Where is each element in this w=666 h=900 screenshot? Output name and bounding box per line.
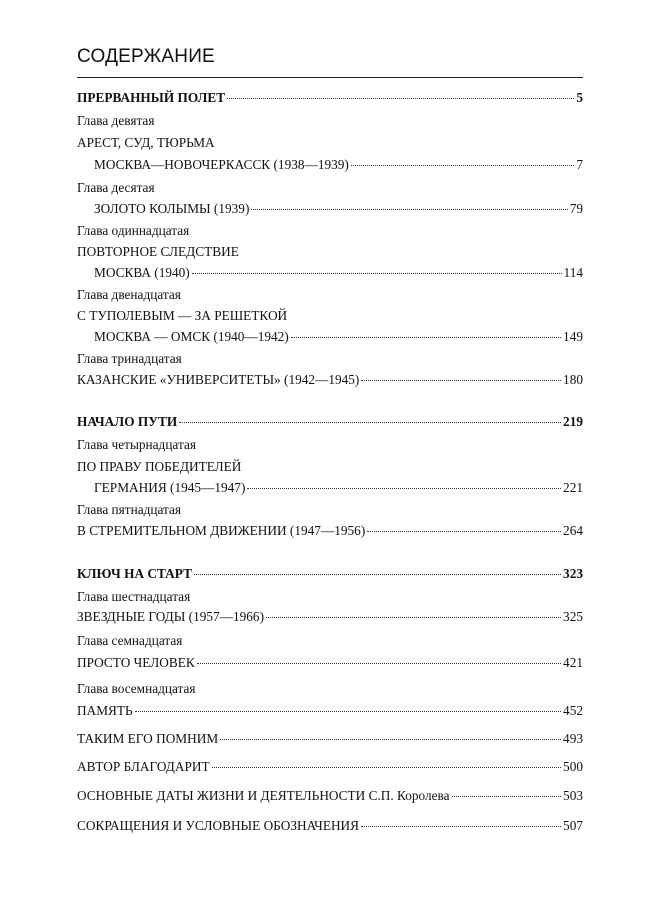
leader-dots	[367, 531, 561, 532]
chapter-title: ПАМЯТЬ	[77, 703, 133, 718]
page-number: 493	[563, 731, 583, 746]
chapter-label: Глава девятая	[77, 113, 155, 128]
chapter-title: В СТРЕМИТЕЛЬНОМ ДВИЖЕНИИ (1947—1956)	[77, 523, 366, 538]
leader-dots	[212, 767, 561, 768]
page-number: 264	[563, 523, 583, 538]
page-number: 221	[563, 480, 583, 495]
section-title: ОСНОВНЫЕ ДАТЫ ЖИЗНИ И ДЕЯТЕЛЬНОСТИ С.П. Королева	[77, 788, 450, 803]
section-title: СОКРАЩЕНИЯ И УСЛОВНЫЕ ОБОЗНАЧЕНИЯ	[77, 818, 360, 833]
toc-chapter-entry[interactable]	[94, 326, 583, 348]
page-number: 507	[563, 818, 583, 833]
page-number: 7	[576, 157, 583, 172]
chapter-label: Глава одиннадцатая	[77, 223, 190, 238]
toc-chapter-entry[interactable]	[94, 477, 583, 499]
chapter-label: Глава семнадцатая	[77, 633, 183, 648]
leader-dots	[220, 739, 561, 740]
chapter-title: ЗОЛОТО КОЛЫМЫ (1939)	[94, 201, 250, 216]
page-number: 180	[563, 372, 583, 387]
leader-dots	[251, 209, 567, 210]
chapter-label: Глава пятнадцатая	[77, 502, 182, 517]
chapter-title: ПРОСТО ЧЕЛОВЕК	[77, 655, 195, 670]
leader-dots	[266, 617, 561, 618]
chapter-label: Глава двенадцатая	[77, 287, 181, 302]
part-title: ПРЕРВАННЫЙ ПОЛЕТ	[77, 90, 226, 105]
leader-dots	[179, 422, 561, 423]
toc-chapter-entry[interactable]	[94, 198, 583, 220]
chapter-subtitle: ГЕРМАНИЯ (1945—1947)	[94, 480, 246, 495]
page-number: 421	[563, 655, 583, 670]
chapter-label: Глава четырнадцатая	[77, 437, 196, 452]
section-title: ТАКИМ ЕГО ПОМНИМ	[77, 731, 219, 746]
chapter-label: Глава шестнадцатая	[77, 589, 191, 604]
chapter-title: АРЕСТ, СУД, ТЮРЬМА	[77, 135, 215, 150]
chapter-label: Глава десятая	[77, 180, 155, 195]
page-title: СОДЕРЖАНИЕ	[77, 46, 215, 67]
chapter-title: ЗВЕЗДНЫЕ ГОДЫ (1957—1966)	[77, 609, 265, 624]
leader-dots	[291, 337, 561, 338]
leader-dots	[361, 826, 561, 827]
chapter-subtitle: МОСКВА (1940)	[94, 265, 190, 280]
page-number: 503	[563, 788, 583, 803]
chapter-label: Глава тринадцатая	[77, 351, 182, 366]
leader-dots	[197, 663, 561, 664]
leader-dots	[351, 165, 575, 166]
leader-dots	[192, 273, 562, 274]
toc-extra-entry[interactable]	[77, 785, 583, 807]
part-title: НАЧАЛО ПУТИ	[77, 414, 178, 429]
part-title: КЛЮЧ НА СТАРТ	[77, 566, 192, 581]
title-rule	[77, 77, 583, 78]
chapter-label: Глава восемнадцатая	[77, 681, 196, 696]
toc-part-entry[interactable]	[77, 563, 583, 585]
toc-chapter-entry[interactable]	[77, 652, 583, 674]
page-number: 219	[563, 414, 583, 429]
page-number: 5	[576, 90, 583, 105]
page-number: 323	[563, 566, 583, 581]
chapter-subtitle: МОСКВА — ОМСК (1940—1942)	[94, 329, 289, 344]
chapter-title: ПО ПРАВУ ПОБЕДИТЕЛЕЙ	[77, 459, 242, 474]
page-number: 149	[563, 329, 583, 344]
toc-chapter-entry[interactable]	[77, 520, 583, 542]
leader-dots	[247, 488, 561, 489]
page-number: 114	[563, 265, 583, 280]
toc-extra-entry[interactable]	[77, 815, 583, 837]
leader-dots	[194, 574, 561, 575]
toc-chapter-entry[interactable]	[77, 606, 583, 628]
leader-dots	[452, 796, 561, 797]
toc-extra-entry[interactable]	[77, 728, 583, 750]
toc-chapter-entry[interactable]	[94, 154, 583, 176]
chapter-title: С ТУПОЛЕВЫМ — ЗА РЕШЕТКОЙ	[77, 308, 288, 323]
toc-chapter-entry[interactable]	[77, 369, 583, 391]
toc-extra-entry[interactable]	[77, 756, 583, 778]
page-number: 325	[563, 609, 583, 624]
page-number: 452	[563, 703, 583, 718]
chapter-subtitle: МОСКВА—НОВОЧЕРКАССК (1938—1939)	[94, 157, 349, 172]
leader-dots	[361, 380, 561, 381]
toc-chapter-entry[interactable]	[77, 700, 583, 722]
chapter-title: КАЗАНСКИЕ «УНИВЕРСИТЕТЫ» (1942—1945)	[77, 372, 360, 387]
chapter-title: ПОВТОРНОЕ СЛЕДСТВИЕ	[77, 244, 239, 259]
page-number: 500	[563, 759, 583, 774]
section-title: АВТОР БЛАГОДАРИТ	[77, 759, 210, 774]
toc-chapter-entry[interactable]	[94, 262, 583, 284]
toc-part-entry[interactable]	[77, 411, 583, 433]
page-number: 79	[569, 201, 583, 216]
leader-dots	[135, 711, 561, 712]
toc-part-entry[interactable]	[77, 87, 583, 109]
leader-dots	[227, 98, 574, 99]
